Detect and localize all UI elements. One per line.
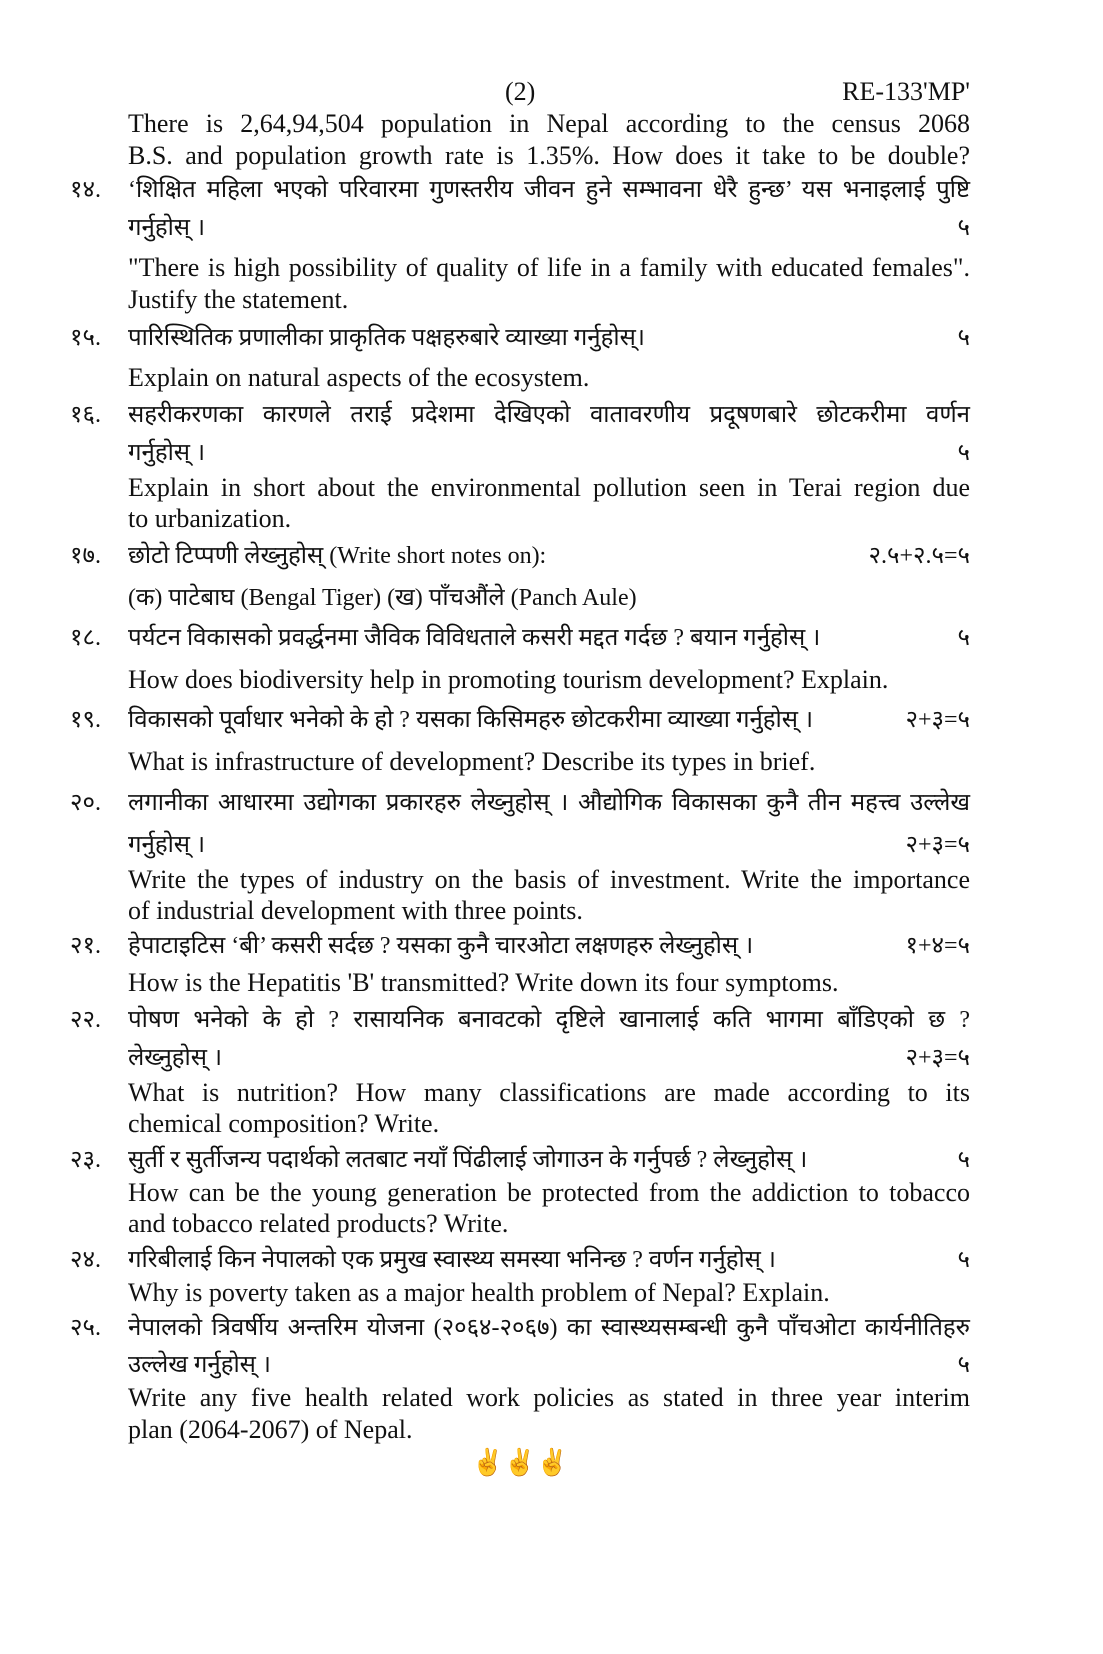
question-marks: २+३=५ bbox=[905, 707, 970, 733]
question-nepali-line: नेपालको त्रिवर्षीय अन्तरिम योजना (२०६४-२०६७) का स्वास्थ्यसम्बन्धी कुनै पाँचओटा कार्यनीतिहरु bbox=[128, 1315, 970, 1341]
question-nepali-line: सुर्ती र सुर्तीजन्य पदार्थको लतबाट नयाँ पिंढीलाई जोगाउन के गर्नुपर्छ ? लेख्नुहोस् । bbox=[128, 1147, 808, 1173]
question-english-line: How does biodiversity help in promoting tourism development? Explain. bbox=[128, 665, 889, 694]
question-nepali-line: पोषण भनेको के हो ? रासायनिक बनावटको दृष्टिले खानालाई कति भागमा बाँडिएको छ ? bbox=[128, 1007, 970, 1033]
question-nepali-line: गर्नुहोस् । bbox=[128, 440, 206, 466]
question-nepali-line: छोटो टिप्पणी लेख्नुहोस् (Write short notes on): bbox=[128, 543, 547, 569]
question-english-line: chemical composition? Write. bbox=[128, 1109, 440, 1138]
end-ornament: ✌✌✌ bbox=[471, 1448, 569, 1477]
question-number: २४. bbox=[70, 1247, 101, 1273]
question-marks: ५ bbox=[957, 1247, 970, 1273]
question-english-line: Explain on natural aspects of the ecosystem. bbox=[128, 363, 590, 392]
q13-english-line: B.S. and population growth rate is 1.35%. How does it take to be double? bbox=[128, 141, 970, 170]
question-marks: ५ bbox=[957, 440, 970, 466]
question-marks: २.५+२.५=५ bbox=[868, 543, 970, 569]
question-number: १४. bbox=[70, 177, 101, 203]
question-nepali-line: लगानीका आधारमा उद्योगका प्रकारहरु लेख्नुहोस् । औद्योगिक विकासका कुनै तीन महत्त्व उल्लेख bbox=[128, 790, 970, 816]
question-marks: २+३=५ bbox=[905, 1045, 970, 1071]
question-number: १९. bbox=[70, 707, 101, 733]
question-number: १५. bbox=[70, 325, 101, 351]
question-marks: २+३=५ bbox=[905, 832, 970, 858]
question-marks: ५ bbox=[957, 325, 970, 351]
question-number: २०. bbox=[70, 790, 101, 816]
question-english-line: What is nutrition? How many classifications are made according to its bbox=[128, 1078, 970, 1107]
question-english-line: What is infrastructure of development? Describe its types in brief. bbox=[128, 747, 816, 776]
question-number: १८. bbox=[70, 625, 101, 651]
question-marks: ५ bbox=[957, 625, 970, 651]
question-nepali-line: गर्नुहोस् । bbox=[128, 832, 206, 858]
question-nepali-line: विकासको पूर्वाधार भनेको के हो ? यसका किसिमहरु छोटकरीमा व्याख्या गर्नुहोस् । bbox=[128, 707, 814, 733]
question-english-line: Write any five health related work policies as stated in three year interim bbox=[128, 1383, 970, 1412]
question-number: २१. bbox=[70, 933, 101, 959]
question-english-line: How can be the young generation be protected from the addiction to tobacco bbox=[128, 1178, 970, 1207]
question-nepali-line: (क) पाटेबाघ (Bengal Tiger) (ख) पाँचऔंले (Panch Aule) bbox=[128, 585, 637, 611]
question-nepali-line: उल्लेख गर्नुहोस् । bbox=[128, 1352, 271, 1378]
question-marks: ५ bbox=[957, 1352, 970, 1378]
question-english-line: Justify the statement. bbox=[128, 285, 349, 314]
question-marks: ५ bbox=[957, 215, 970, 241]
question-nepali-line: सहरीकरणका कारणले तराई प्रदेशमा देखिएको वातावरणीय प्रदूषणबारे छोटकरीमा वर्णन bbox=[128, 402, 970, 428]
question-marks: १+४=५ bbox=[905, 933, 970, 959]
question-nepali-line: लेख्नुहोस् । bbox=[128, 1045, 223, 1071]
paper-code: RE-133'MP' bbox=[842, 77, 970, 106]
question-nepali-line: गरिबीलाई किन नेपालको एक प्रमुख स्वास्थ्य समस्या भनिन्छ ? वर्णन गर्नुहोस् । bbox=[128, 1247, 776, 1273]
question-number: २३. bbox=[70, 1147, 101, 1173]
question-number: २२. bbox=[70, 1007, 101, 1033]
question-english-line: How is the Hepatitis 'B' transmitted? Write down its four symptoms. bbox=[128, 968, 839, 997]
question-english-line: Write the types of industry on the basis of investment. Write the importance bbox=[128, 865, 970, 894]
question-english-line: of industrial development with three points. bbox=[128, 896, 583, 925]
question-nepali-line: पर्यटन विकासको प्रवर्द्धनमा जैविक विविधताले कसरी मद्दत गर्दछ ? बयान गर्नुहोस् । bbox=[128, 625, 821, 651]
question-english-line: Why is poverty taken as a major health problem of Nepal? Explain. bbox=[128, 1278, 830, 1307]
question-nepali-line: गर्नुहोस् । bbox=[128, 215, 206, 241]
question-english-line: "There is high possibility of quality of life in a family with educated females". bbox=[128, 253, 970, 282]
question-nepali-line: हेपाटाइटिस ‘बी’ कसरी सर्दछ ? यसका कुनै चारओटा लक्षणहरु लेख्नुहोस् । bbox=[128, 933, 754, 959]
question-number: १७. bbox=[70, 543, 101, 569]
question-number: २५. bbox=[70, 1315, 101, 1341]
question-english-line: Explain in short about the environmental pollution seen in Terai region due bbox=[128, 473, 970, 502]
question-english-line: and tobacco related products? Write. bbox=[128, 1209, 509, 1238]
question-marks: ५ bbox=[957, 1147, 970, 1173]
question-english-line: plan (2064-2067) of Nepal. bbox=[128, 1415, 413, 1444]
question-number: १६. bbox=[70, 402, 101, 428]
question-english-line: to urbanization. bbox=[128, 504, 292, 533]
question-nepali-line: पारिस्थितिक प्रणालीका प्राकृतिक पक्षहरुबारे व्याख्या गर्नुहोस्। bbox=[128, 325, 645, 351]
question-nepali-line: ‘शिक्षित महिला भएको परिवारमा गुणस्तरीय जीवन हुने सम्भावना धेरै हुन्छ’ यस भनाइलाई पुष्टि bbox=[128, 177, 970, 203]
page-number: (2) bbox=[505, 77, 536, 106]
q13-english-line: There is 2,64,94,504 population in Nepal according to the census 2068 bbox=[128, 109, 970, 138]
